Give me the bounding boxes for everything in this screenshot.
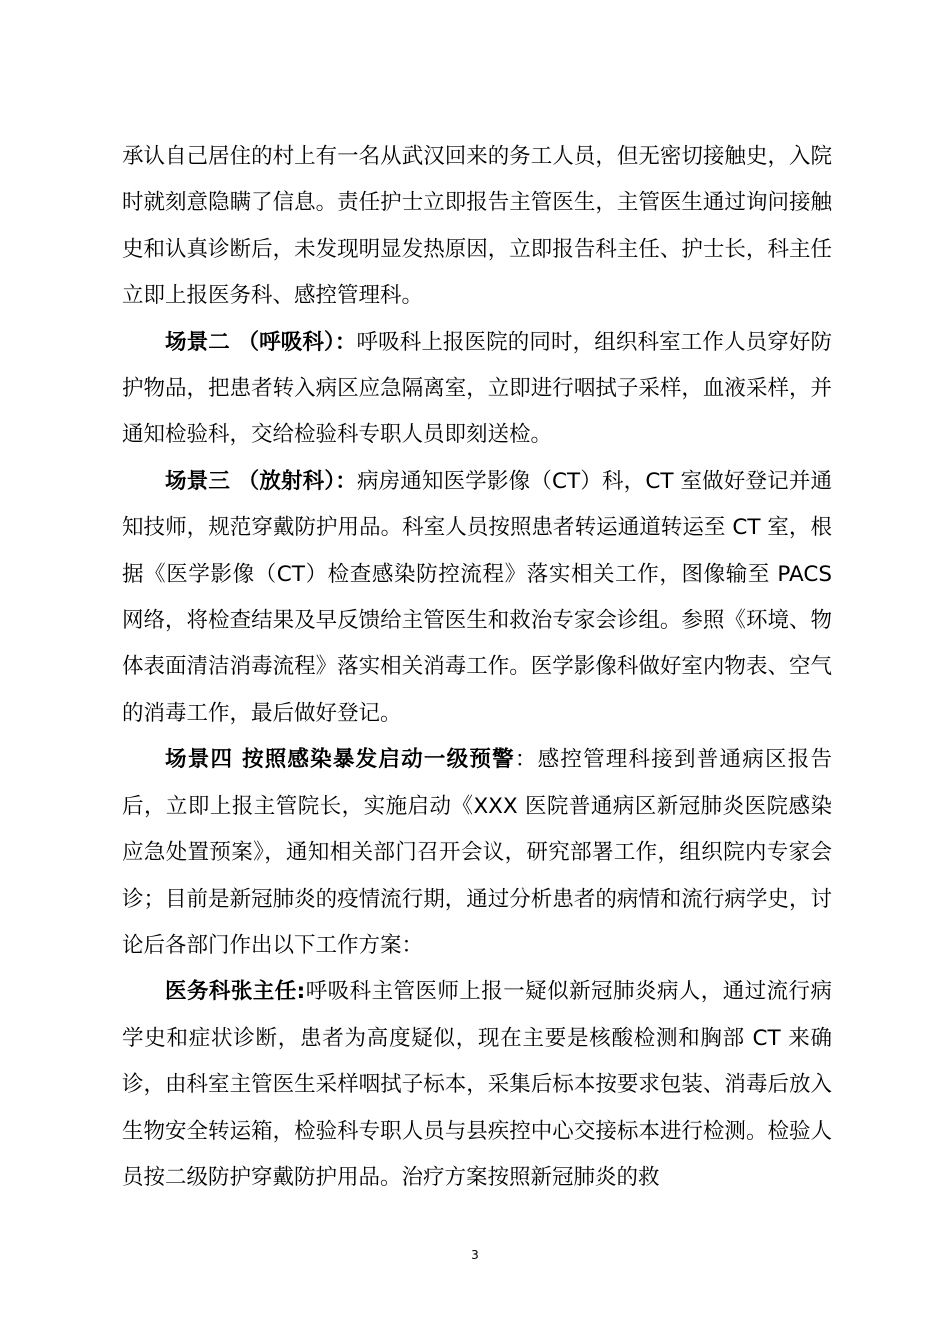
paragraph-scene-two xyxy=(122,320,832,459)
document-body xyxy=(122,134,832,1201)
paragraph-medical-director xyxy=(122,969,832,1201)
paragraph-heading: 医务科张主任: xyxy=(165,979,306,1005)
paragraph-scene-three xyxy=(122,459,832,737)
paragraph-text: 病房通知医学影像（CT）科，CT 室做好登记并通知技师，规范穿戴防护用品。科室人员按照患者转运通道转运至 CT 室，根据《医学影像（CT）检查感染防控流程》落实相关工作，图像输至 PACS 网络，将检查结果及早反馈给主管医生和救治专家会诊组。参照《环境、物体表面清洁消毒流程》落实相关消毒工作。医学影像科做好室内物表、空气的消毒工作，最后做好登记。 xyxy=(122,468,832,726)
paragraph-text: 呼吸科上报医院的同时，组织科室工作人员穿好防护物品，把患者转入病区应急隔离室，立即进行咽拭子采样，血液采样，并通知检验科，交给检验科专职人员即刻送检。 xyxy=(122,329,832,448)
paragraph-text: ：感控管理科接到普通病区报告后，立即上报主管院长，实施启动《XXX 医院普通病区新冠肺炎医院感染应急处置预案》，通知相关部门召开会议，研究部署工作，组织院内专家会诊；目前是新冠肺炎的疫情流行期，通过分析患者的病情和流行病学史，讨论后各部门作出以下工作方案： xyxy=(122,747,832,958)
paragraph-scene-four xyxy=(122,737,832,969)
paragraph-continuation xyxy=(122,134,832,320)
page-number: 3 xyxy=(471,1248,479,1262)
paragraph-heading: 场景二 （呼吸科）： xyxy=(165,329,357,355)
paragraph-text: 呼吸科主管医师上报一疑似新冠肺炎病人，通过流行病学史和症状诊断，患者为高度疑似，现在主要是核酸检测和胸部 CT 来确诊，由科室主管医生采样咽拭子标本，采集后标本按要求包装、消毒后放入生物安全转运箱，检验科专职人员与县疾控中心交接标本进行检测。检验人员按二级防护穿戴防护用品。治疗方案按照新冠肺炎的救 xyxy=(122,979,832,1190)
paragraph-text: 承认自己居住的村上有一名从武汉回来的务工人员，但无密切接触史，入院时就刻意隐瞒了信息。责任护士立即报告主管医生，主管医生通过询问接触史和认真诊断后，未发现明显发热原因，立即报告科主任、护士长，科主任立即上报医务科、感控管理科。 xyxy=(122,144,832,309)
paragraph-heading: 场景四 按照感染暴发启动一级预警 xyxy=(165,747,515,773)
paragraph-heading: 场景三 （放射科）： xyxy=(165,468,357,494)
